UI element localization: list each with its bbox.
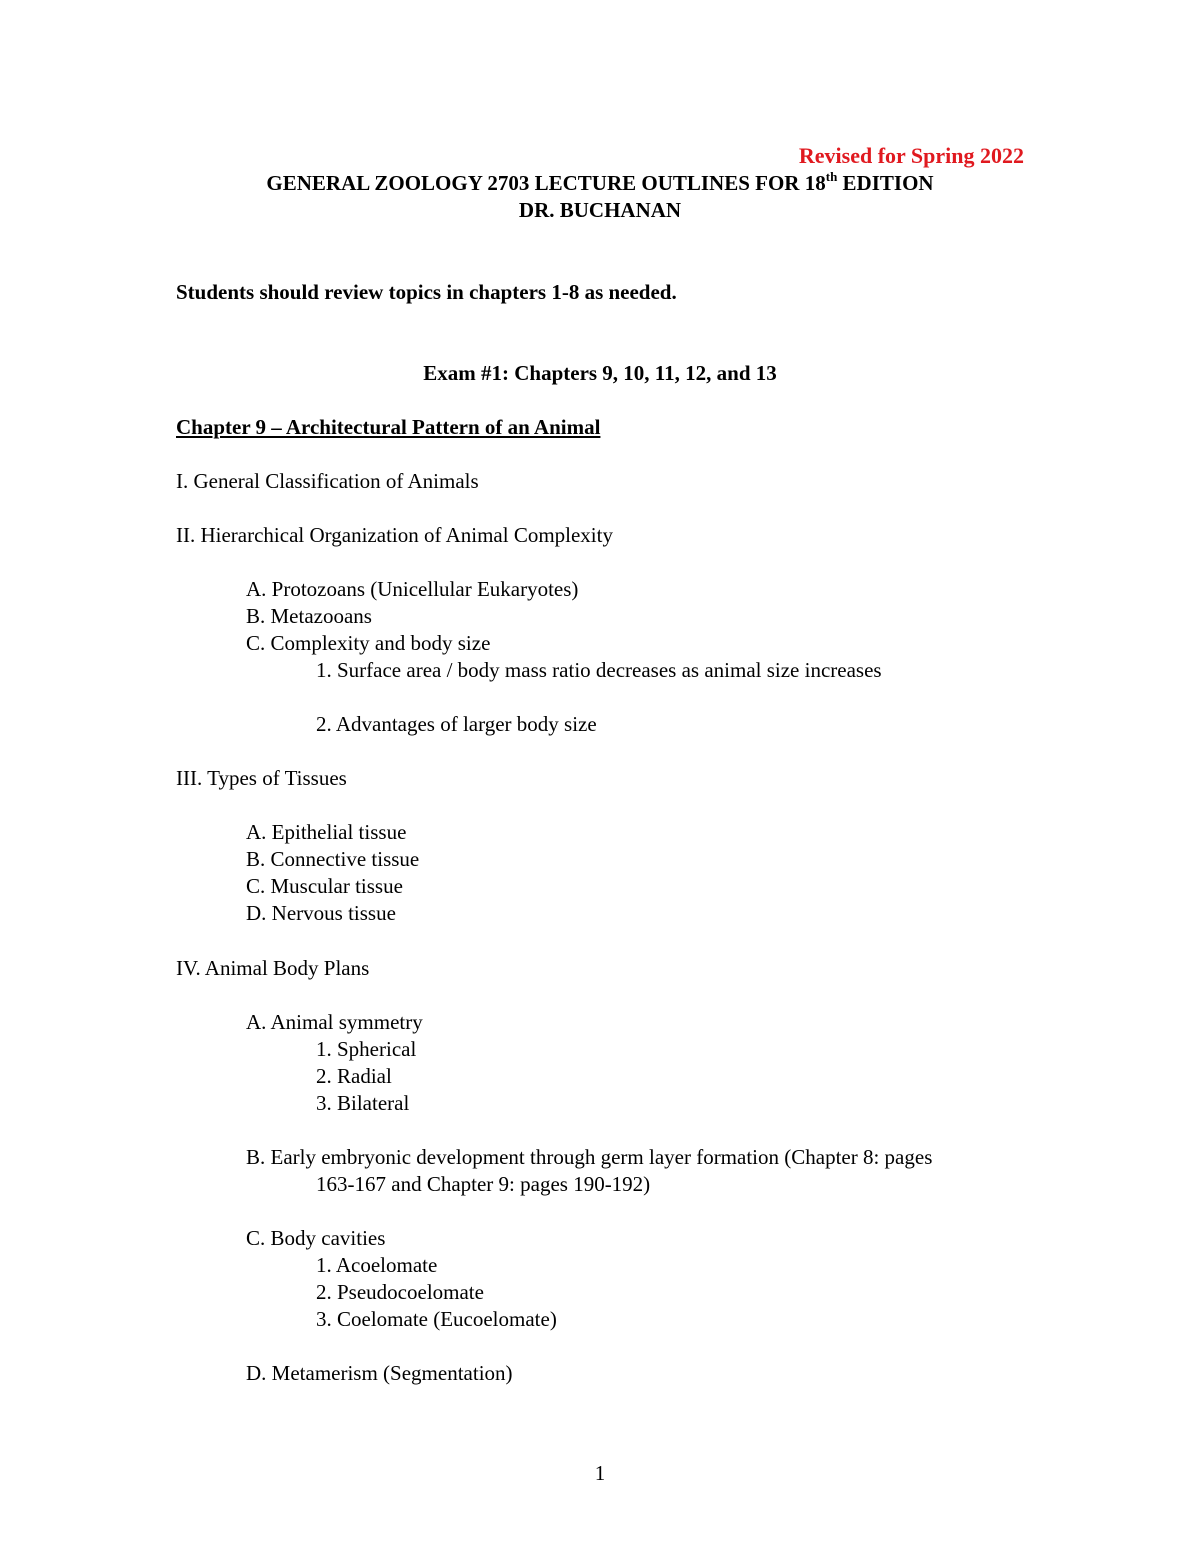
outline-item: C. Body cavities [246, 1226, 386, 1250]
outline-item: D. Metamerism (Segmentation) [246, 1361, 513, 1385]
chapter-heading: Chapter 9 – Architectural Pattern of an Animal [176, 415, 601, 439]
outline-item: A. Animal symmetry [246, 1010, 423, 1034]
outline-item: 3. Coelomate (Eucoelomate) [316, 1307, 557, 1331]
outline-item: 1. Surface area / body mass ratio decreases as animal size increases [316, 658, 882, 682]
outline-item: 2. Pseudocoelomate [316, 1280, 484, 1304]
intro-text: Students should review topics in chapters 1-8 as needed. [176, 280, 677, 304]
outline-item: 1. Spherical [316, 1037, 417, 1061]
outline-item: B. Connective tissue [246, 847, 420, 871]
outline-item: B. Metazooans [246, 604, 372, 628]
outline-item: C. Muscular tissue [246, 874, 403, 898]
revision-note: Revised for Spring 2022 [798, 143, 1024, 168]
outline-item: I. General Classification of Animals [176, 469, 479, 493]
outline-item: 2. Advantages of larger body size [316, 712, 597, 736]
outline-item: 3. Bilateral [316, 1091, 410, 1115]
author: DR. BUCHANAN [518, 198, 682, 222]
outline-item: A. Protozoans (Unicellular Eukaryotes) [246, 577, 579, 601]
outline-item: B. Early embryonic development through germ layer formation (Chapter 8: pages [246, 1145, 933, 1169]
title-main: GENERAL ZOOLOGY 2703 LECTURE OUTLINES FOR 18 [266, 171, 826, 195]
outline-item: IV. Animal Body Plans [176, 956, 370, 980]
exam-heading: Exam #1: Chapters 9, 10, 11, 12, and 13 [423, 361, 777, 385]
outline-item-continued: 163-167 and Chapter 9: pages 190-192) [316, 1172, 651, 1196]
outline-item: 1. Acoelomate [316, 1253, 438, 1277]
outline-item: C. Complexity and body size [246, 631, 491, 655]
title-end: EDITION [837, 171, 934, 195]
page-number: 1 [594, 1461, 606, 1485]
outline-item: 2. Radial [316, 1064, 392, 1088]
outline-item: II. Hierarchical Organization of Animal Complexity [176, 523, 613, 547]
document-title [0, 170, 1200, 196]
outline-item: D. Nervous tissue [246, 901, 396, 925]
title-superscript: th [825, 169, 838, 184]
outline-item: III. Types of Tissues [176, 766, 347, 790]
outline-item: A. Epithelial tissue [246, 820, 407, 844]
